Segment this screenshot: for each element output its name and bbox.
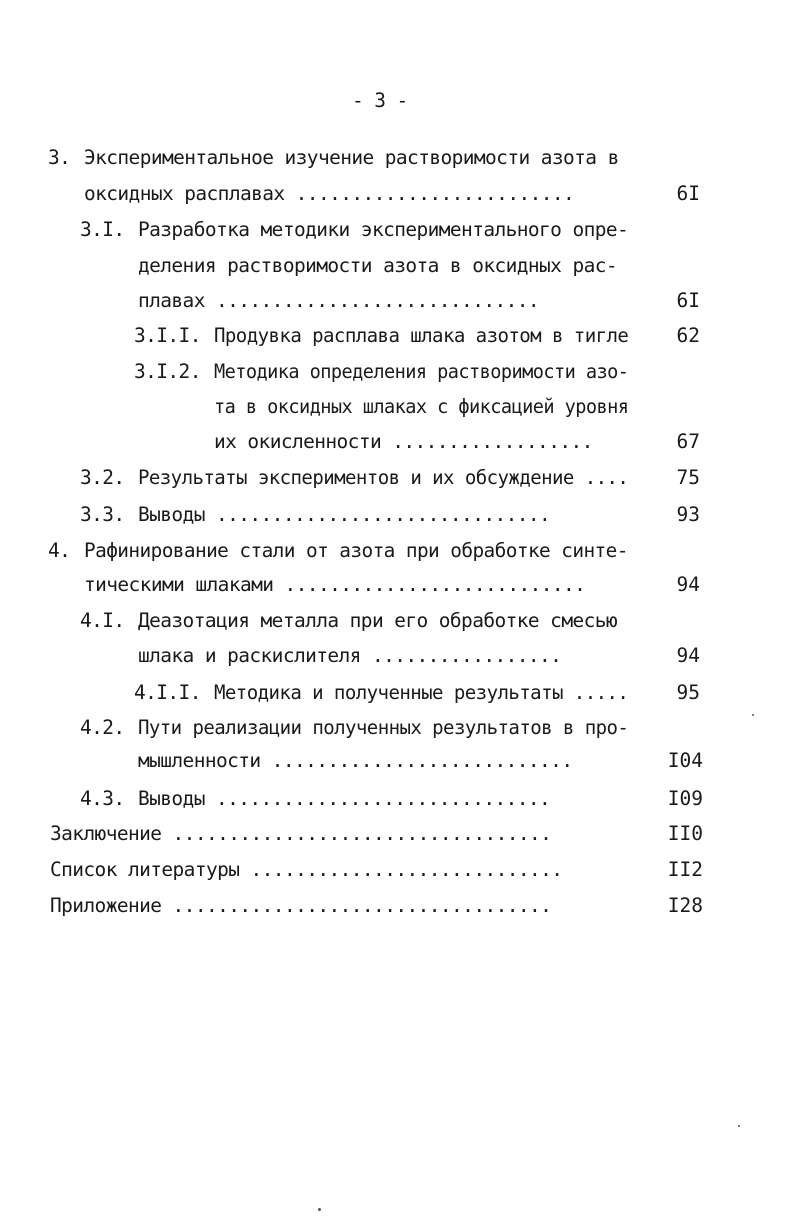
toc-section-3-1-2-page: 67 [676, 430, 700, 453]
toc-section-4-2-number: 4.2. [80, 716, 125, 739]
toc-section-3-1-title-line1: Разработка методики экспериментального опре- [138, 218, 629, 241]
toc-section-4-1-1-number: 4.I.I. [134, 681, 201, 704]
toc-conclusion-page: II0 [667, 822, 703, 845]
toc-section-3-3-page: 93 [676, 503, 700, 526]
toc-section-3-1-1-number: 3.I.I. [134, 324, 201, 347]
toc-section-4-1-number: 4.I. [80, 609, 125, 632]
toc-appendix-title: Приложение .................................. [50, 894, 552, 917]
toc-conclusion-title: Заключение .................................. [50, 822, 552, 845]
toc-references-title: Список литературы ............................ [50, 858, 563, 881]
toc-section-3-1-2-title-line2: та в оксидных шлаках с фиксацией уровня [214, 395, 629, 418]
toc-section-4-3-title: Выводы .............................. [138, 787, 551, 810]
scan-speck [752, 714, 754, 716]
toc-section-3-3-title: Выводы .............................. [138, 503, 551, 526]
toc-section-4-3-number: 4.3. [80, 787, 125, 810]
toc-section-4-2-title-line2: мышленности ........................... [138, 749, 573, 772]
toc-section-3-1-2-title-line3: их окисленности .................. [214, 430, 593, 453]
toc-section-4-title-line2: тическими шлаками ........................... [84, 573, 586, 596]
toc-section-4-2-title-line1: Пути реализации полученных результатов в про- [138, 716, 629, 739]
toc-section-3-1-number: 3.I. [80, 218, 125, 241]
toc-section-4-1-title-line2: шлака и раскислителя ................. [138, 644, 562, 667]
toc-appendix-page: I28 [667, 894, 703, 917]
toc-section-4-1-1-title: Методика и полученные результаты ..... [214, 681, 629, 704]
toc-section-4-2-page: I04 [667, 749, 703, 772]
scan-speck [738, 1125, 740, 1127]
toc-section-4-number: 4. [48, 539, 71, 562]
scan-speck [318, 1208, 321, 1211]
toc-section-3-3-number: 3.3. [80, 503, 125, 526]
toc-section-3-2-title: Результаты экспериментов и их обсуждение .... [138, 466, 629, 489]
toc-section-3-title-line2: оксидных расплавах ......................... [84, 182, 575, 205]
toc-section-4-3-page: I09 [667, 787, 703, 810]
toc-section-4-title-line1: Рафинирование стали от азота при обработке синте- [84, 539, 628, 562]
toc-section-3-1-page: 6I [676, 289, 700, 312]
toc-section-3-1-2-number: 3.I.2. [134, 360, 201, 383]
toc-section-4-page: 94 [676, 573, 700, 596]
toc-section-3-2-page: 75 [676, 466, 700, 489]
toc-section-3-title-line1: Экспериментальное изучение растворимости азота в [84, 146, 619, 169]
toc-section-3-1-title-line2: деления растворимости азота в оксидных рас- [138, 254, 618, 277]
toc-section-4-1-page: 94 [676, 644, 700, 667]
toc-section-3-1-1-page: 62 [676, 324, 700, 347]
toc-section-3-2-number: 3.2. [80, 466, 125, 489]
page-number: - 3 - [352, 89, 408, 112]
toc-section-3-1-1-title: Продувка расплава шлака азотом в тигле [214, 324, 629, 347]
toc-section-3-number: 3. [48, 146, 71, 169]
toc-references-page: II2 [667, 858, 703, 881]
toc-section-3-1-title-line3: плавах ............................. [138, 289, 540, 312]
toc-section-4-1-1-page: 95 [676, 681, 700, 704]
toc-section-3-1-2-title-line1: Методика определения растворимости азо- [214, 360, 629, 383]
toc-section-3-page: 6I [676, 182, 700, 205]
toc-section-4-1-title-line1: Деазотация металла при его обработке смесью [138, 609, 618, 632]
